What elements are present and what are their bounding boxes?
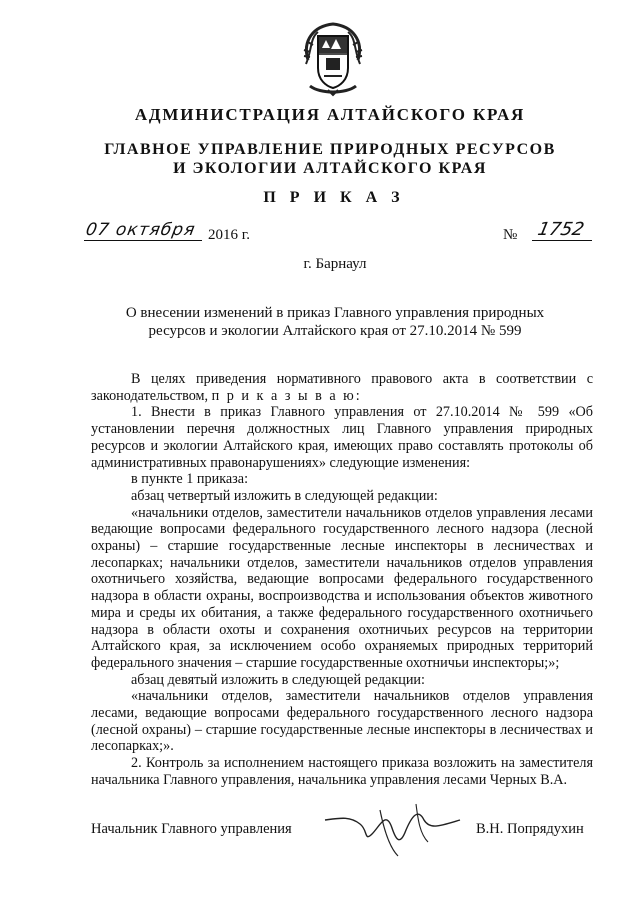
paragraph-fourth-clause-text: «начальники отделов, заместители начальников отделов управления лесами ведающие вопросами федерального государственного лесного надзора (лесной охраны) – старшие государственные лесные инспекторы в лесничествах и лесопарках; начальники отделов, заместители начальников отделов управления охотничьего хозяйства, ведающие вопросами федерального государственного надзора в области охраны, воспроизводства и использования объектов животного мира и среды их обитания, а также федерального государственного охотничьего надзора в области охоты и сохранения охотничьих ресурсов на территории Алтайского края, за исключением особо охраняемых природных территорий федерального значения – старшие государственные охотничьи инспекторы;»; xyxy=(91,504,593,671)
order-word: п р и к а з ы в а ю: xyxy=(211,387,362,404)
signatory-title: Начальник Главного управления xyxy=(91,821,292,837)
date-underline xyxy=(84,240,202,241)
handwritten-signature xyxy=(320,790,470,860)
handwritten-number: 1752 xyxy=(535,219,587,240)
number-sign: № xyxy=(503,227,518,243)
document-type: П Р И К А З xyxy=(263,189,405,206)
number-underline xyxy=(532,240,592,241)
paragraph-point-1: в пункте 1 приказа: xyxy=(131,471,249,488)
organization-title: АДМИНИСТРАЦИЯ АЛТАЙСКОГО КРАЯ xyxy=(134,105,526,124)
date-year: 2016 г. xyxy=(208,227,250,243)
subject-line1: О внесении изменений в приказ Главного управления природных xyxy=(125,305,545,321)
handwritten-date: 07 октября xyxy=(84,220,198,240)
subject-heading xyxy=(0,304,640,340)
paragraph-item-1: 1. Внести в приказ Главного управления от 27.10.2014 № 599 «Об установлении перечня должностных лиц Главного управления природных ресурсов и экологии Алтайского края, имеющих право составлять протоколы об административных правонарушениях» следующие изменения: xyxy=(91,404,593,471)
paragraph-fourth-clause: абзац четвертый изложить в следующей редакции: xyxy=(131,487,438,504)
department-title-line1: ГЛАВНОЕ УПРАВЛЕНИЕ ПРИРОДНЫХ РЕСУРСОВ xyxy=(104,141,556,158)
paragraph-preamble xyxy=(91,371,593,404)
paragraph-item-2: 2. Контроль за исполнением настоящего приказа возложить на заместителя начальника Главного управления, начальника управления лесами Черных В.А. xyxy=(91,755,593,788)
paragraph-ninth-clause: абзац девятый изложить в следующей редакции: xyxy=(131,671,425,688)
paragraph-ninth-clause-text: «начальники отделов, заместители начальников отделов управления лесами, ведающие вопросами федерального государственного лесного надзора (лесной охраны) – старшие государственные лесные инспекторы в лесничествах и лесопарках;». xyxy=(91,688,593,755)
department-title xyxy=(10,140,640,178)
signatory-name: В.Н. Попрядухин xyxy=(476,821,584,837)
subject-line2: ресурсов и экологии Алтайского края от 27.10.2014 № 599 xyxy=(148,323,522,339)
city: г. Барнаул xyxy=(303,256,367,272)
preamble-text: В целях приведения нормативного правового акта в соответствии с законодательством, xyxy=(91,371,593,404)
department-title-line2: И ЭКОЛОГИИ АЛТАЙСКОГО КРАЯ xyxy=(173,160,487,177)
document-body xyxy=(91,371,593,789)
coat-of-arms-emblem xyxy=(300,20,366,98)
